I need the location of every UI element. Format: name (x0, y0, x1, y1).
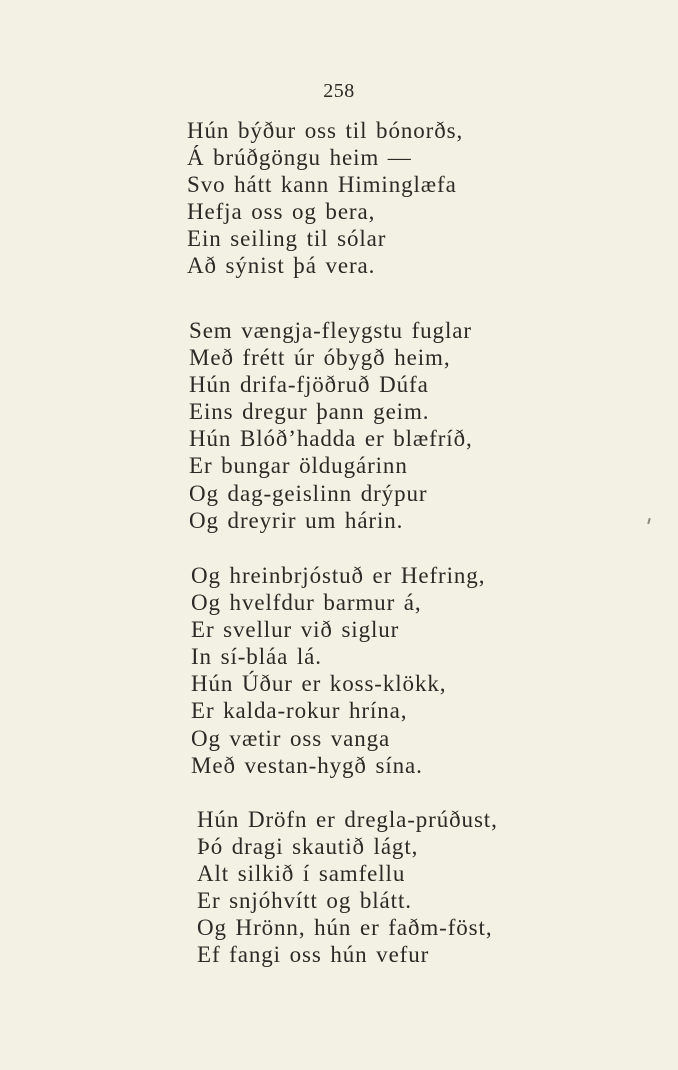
poem-line: Hún drifa-fjöðruð Dúfa (189, 372, 429, 398)
poem-line: Á brúðgöngu heim — (187, 145, 412, 171)
poem-line: Og Hrönn, hún er faðm-föst, (197, 915, 493, 941)
poem-line: Að sýnist þá vera. (187, 253, 376, 279)
poem-line: Er snjóhvítt og blátt. (197, 888, 412, 914)
poem-line: Með frétt úr óbygð heim, (189, 345, 451, 371)
poem-line: Alt silkið í samfellu (197, 861, 406, 887)
scan-speck (647, 518, 650, 524)
poem-line: Þó dragi skautið lágt, (197, 834, 419, 860)
poem-line: Hefja oss og bera, (187, 199, 376, 225)
poem-line: Hún Dröfn er dregla-prúðust, (197, 807, 498, 832)
stanza-1 (187, 117, 463, 280)
poem-line: Ein seiling til sólar (187, 226, 387, 252)
poem-line: Ef fangi oss hún vefur (197, 942, 430, 968)
stanza-3 (191, 562, 485, 779)
poem-line: Og hvelfdur barmur á, (191, 590, 422, 616)
poem-line: Er svellur við siglur (191, 617, 400, 643)
poem-line: Hún Blóð’hadda er blæfríð, (189, 426, 473, 452)
stanza-4 (197, 806, 498, 969)
page-number: 258 (323, 80, 355, 102)
poem-line: Er kalda-rokur hrína, (191, 698, 408, 724)
poem-line: Eins dregur þann geim. (189, 399, 430, 425)
poem-line: Svo hátt kann Himinglæfa (187, 172, 457, 198)
poem-line: Með vestan-hygð sína. (191, 752, 423, 778)
poem-line: Sem vængja-fleygstu fuglar (189, 318, 472, 343)
poem-line: Er bungar öldugárinn (189, 453, 408, 479)
poem-line: Og hreinbrjóstuð er Hefring, (191, 563, 486, 588)
stanza-2 (189, 317, 473, 534)
poem-line: In sí-bláa lá. (191, 644, 322, 670)
poem-line: Og vætir oss vanga (191, 725, 391, 751)
poem-line: Og dreyrir um hárin. (189, 507, 404, 533)
poem-line: Hún Úður er koss-klökk, (191, 671, 447, 697)
poem-line: Hún býður oss til bónorðs, (187, 118, 464, 143)
poem-line: Og dag-geislinn drýpur (189, 480, 428, 506)
